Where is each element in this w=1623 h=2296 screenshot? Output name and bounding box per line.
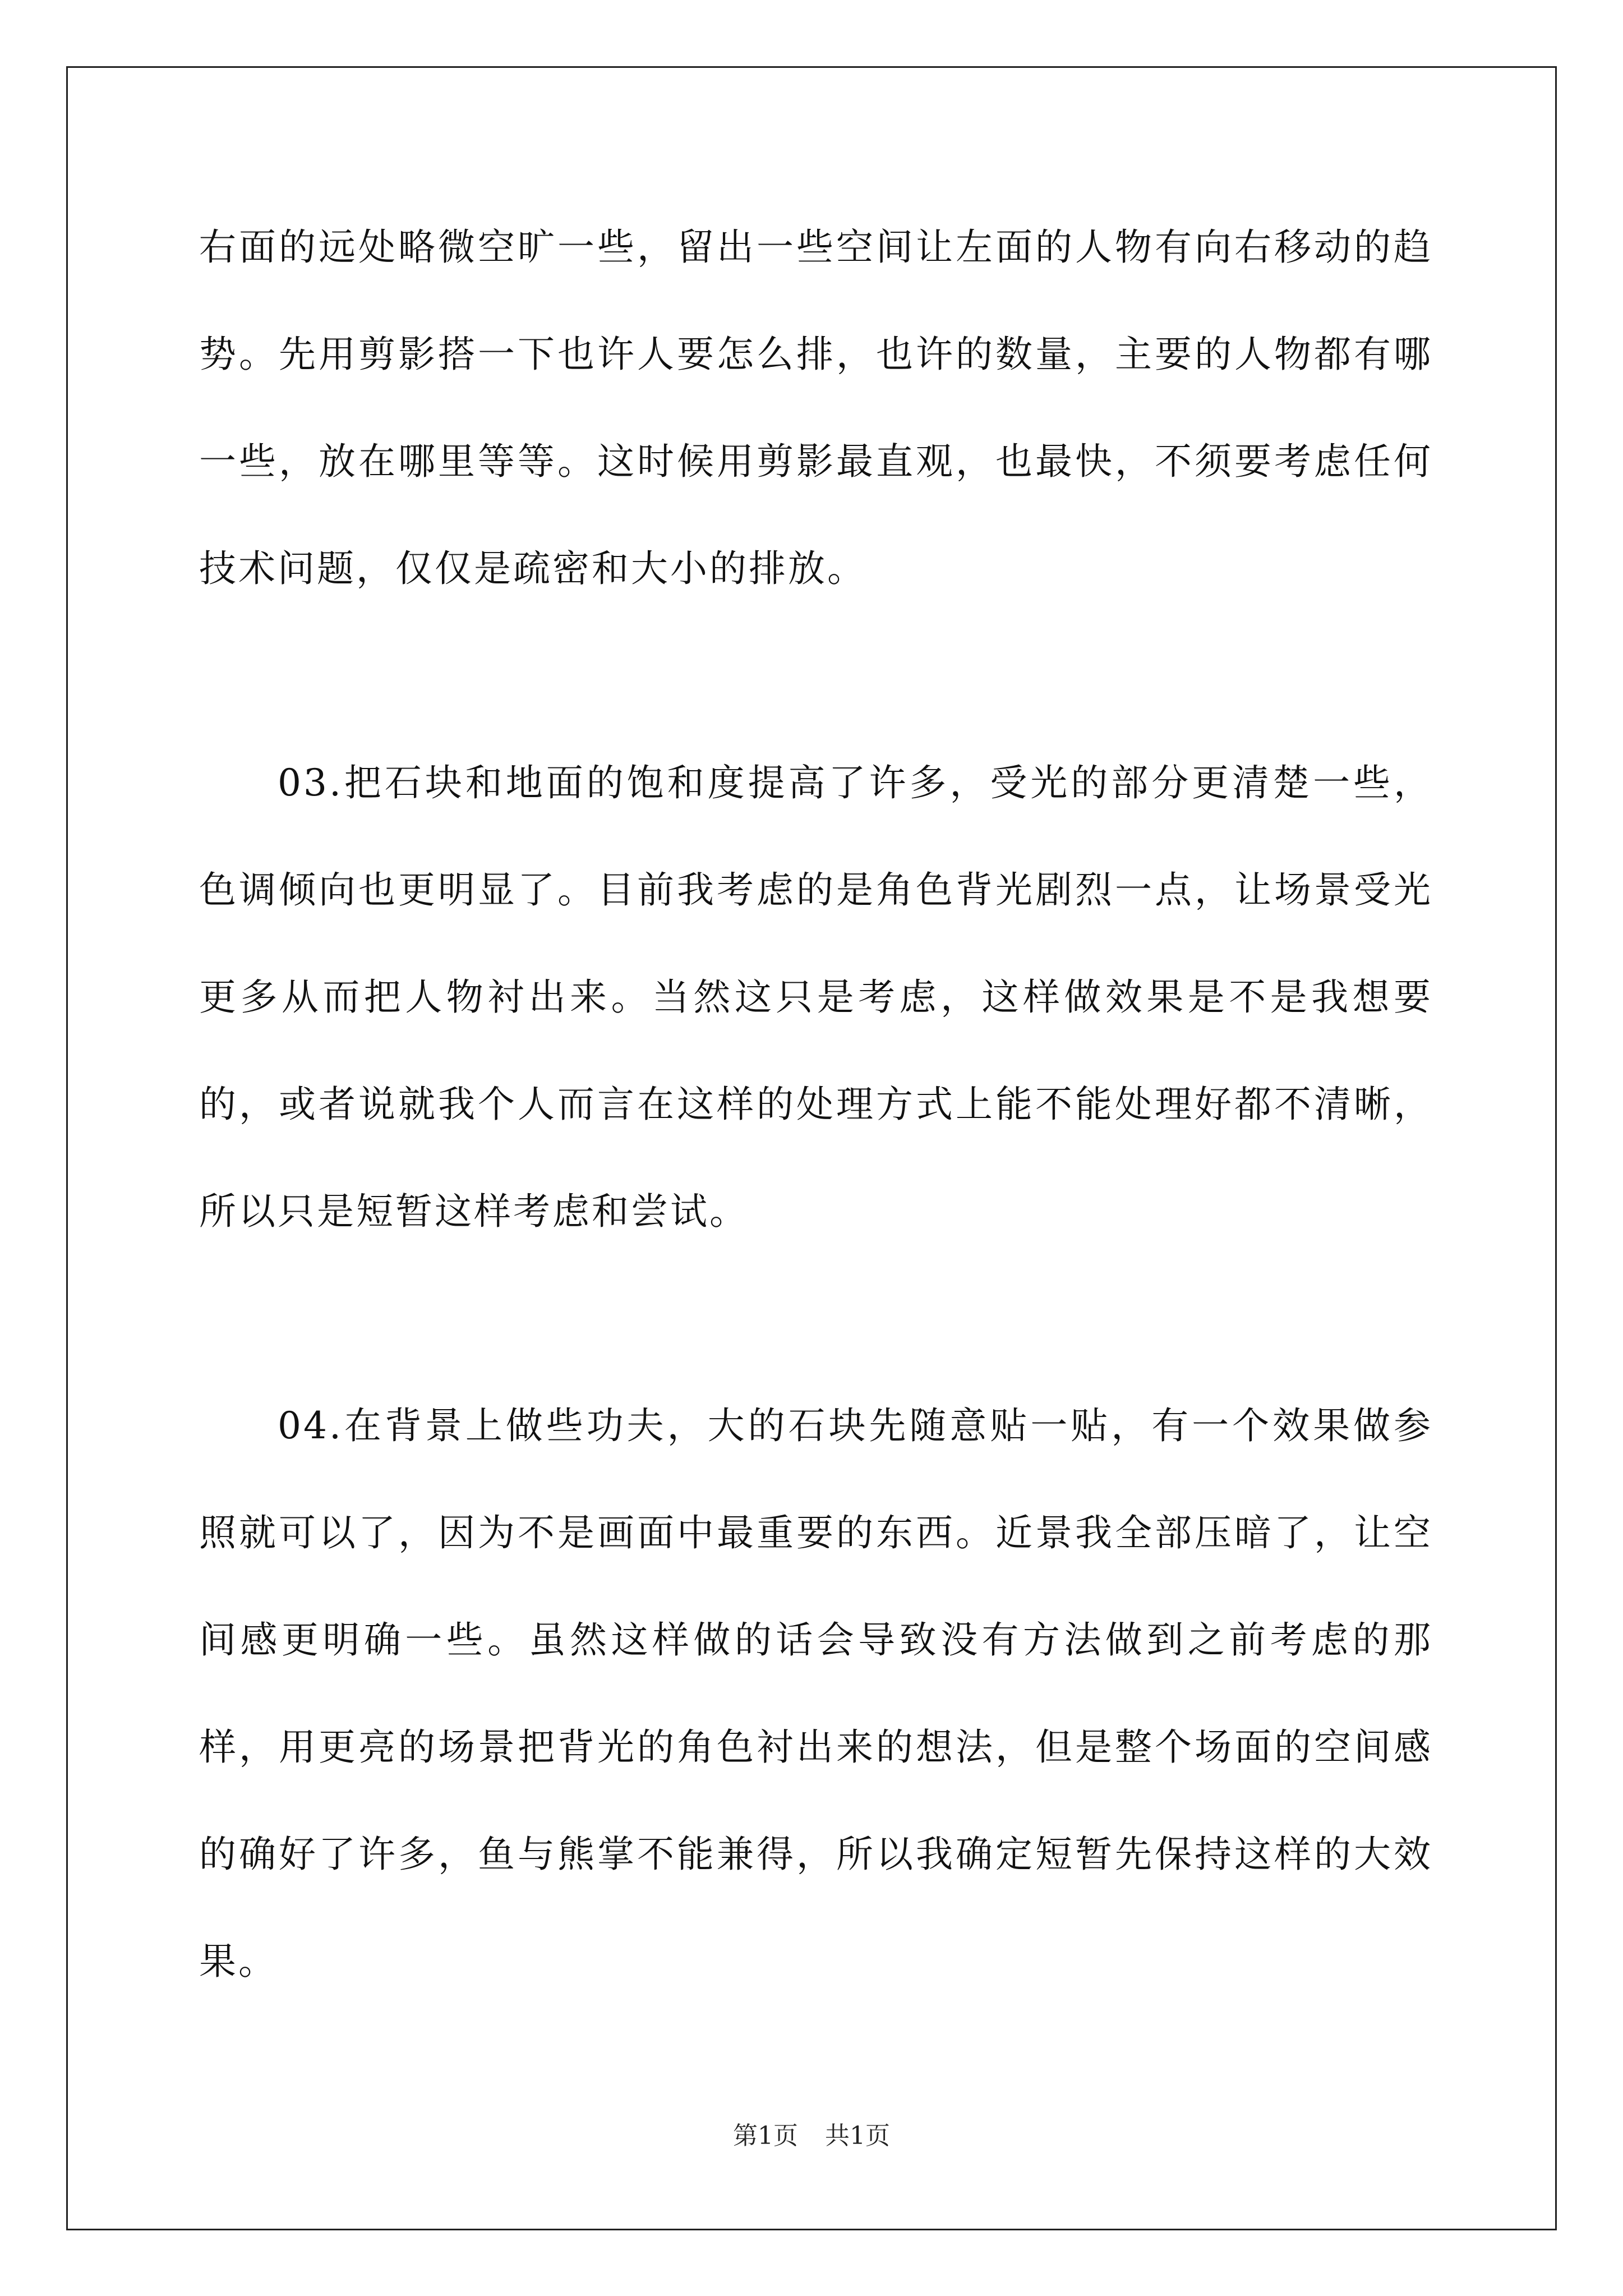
paragraph-3: 04.在背景上做些功夫，大的石块先随意贴一贴，有一个效果做参照就可以了，因为不是画面中最重要的东西。近景我全部压暗了，让空间感更明确一些。虽然这样做的话会导致没有方法做到之前考虑的那样，用更亮的场景把背光的角色衬出来的想法，但是整个场面的空间感的确好了许多，鱼与熊掌不能兼得，所以我确定短暂先保持这样的大效果。 (199, 1404, 1433, 1983)
page-footer (0, 2119, 1623, 2153)
page-number-current: 第1页 (733, 2122, 798, 2150)
paragraph-1: 右面的远处略微空旷一些，留出一些空间让左面的人物有向右移动的趋势。先用剪影搭一下也许人要怎么排，也许的数量，主要的人物都有哪一些，放在哪里等等。这时候用剪影最直观，也最快，不须要考虑任何技术问题，仅仅是疏密和大小的排放。 (199, 226, 1433, 590)
document-body (199, 194, 1433, 2015)
paragraph-2: 03.把石块和地面的饱和度提高了许多，受光的部分更清楚一些，色调倾向也更明显了。目前我考虑的是角色背光剧烈一点，让场景受光更多从而把人物衬出来。当然这只是考虑，这样做效果是不是我想要的，或者说就我个人而言在这样的处理方式上能不能处理好都不清晰，所以只是短暂这样考虑和尝试。 (199, 761, 1433, 1233)
page-number-total: 共1页 (825, 2122, 890, 2150)
